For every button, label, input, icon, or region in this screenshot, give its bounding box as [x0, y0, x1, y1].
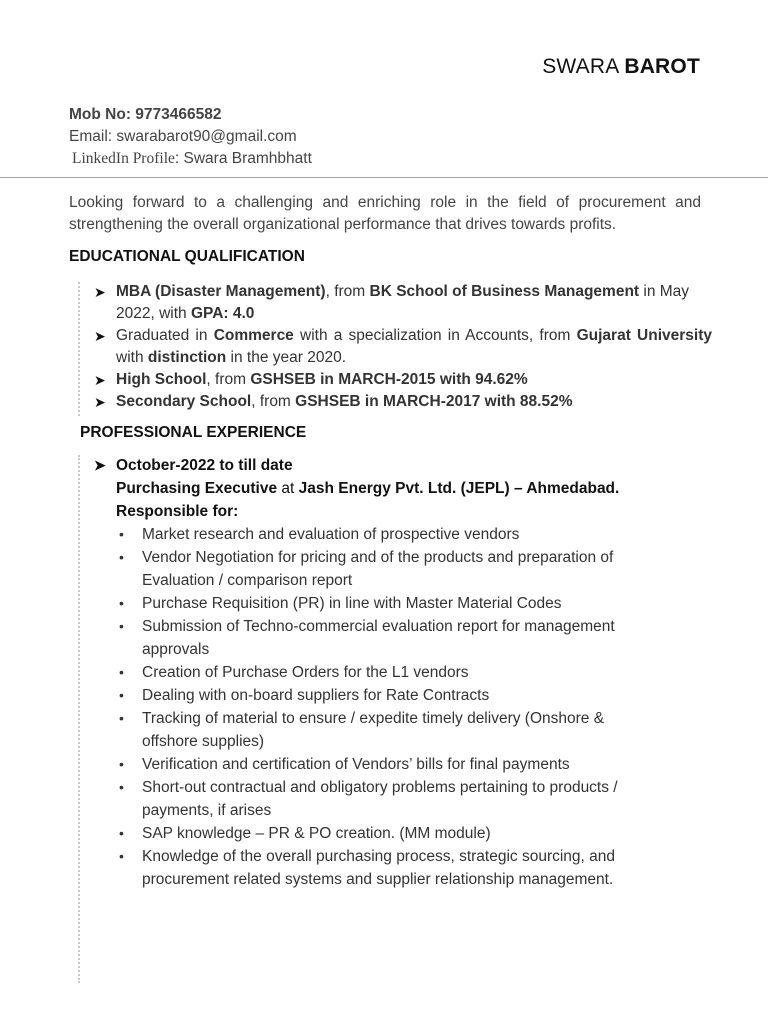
arrow-bullet-icon: ➤ — [94, 457, 106, 473]
experience-period — [94, 454, 714, 477]
duty-item — [94, 546, 642, 592]
education-list — [94, 281, 712, 413]
secondary-from: , from — [251, 393, 296, 410]
candidate-name — [542, 55, 700, 79]
education-side-rule — [78, 282, 80, 416]
duty-text: Vendor Negotiation for pricing and of the products and preparation of Evaluation / comparison report — [142, 549, 614, 589]
high-school-from: , from — [206, 371, 251, 388]
bullet-dot-icon: • — [119, 595, 124, 611]
bullet-dot-icon: • — [119, 848, 124, 864]
responsible-label: Responsible for: — [116, 503, 239, 520]
mba-from: , from — [325, 283, 370, 300]
grad-distinction: distinction — [147, 349, 227, 366]
duty-text: Creation of Purchase Orders for the L1 vendors — [142, 664, 469, 681]
experience-heading: PROFESSIONAL EXPERIENCE — [80, 424, 307, 441]
grad-university: Gujarat University — [576, 327, 712, 344]
duty-item — [94, 822, 642, 845]
duty-text: Short-out contractual and obligatory problems pertaining to products / payments, if arises — [142, 779, 618, 819]
high-school-board: GSHSEB in MARCH-2015 with 94.62% — [250, 371, 528, 388]
duty-text: Dealing with on-board suppliers for Rate Contracts — [142, 687, 490, 704]
mba-gpa: GPA: 4.0 — [190, 305, 255, 322]
company-name: Jash Energy Pvt. Ltd. (JEPL) – Ahmedabad. — [298, 480, 620, 497]
high-school-label: High School — [116, 371, 207, 388]
duty-item — [94, 684, 642, 707]
first-name: SWARA — [542, 55, 619, 78]
education-heading: EDUCATIONAL QUALIFICATION — [69, 248, 305, 265]
last-name: BAROT — [624, 55, 700, 78]
bullet-dot-icon: • — [119, 664, 124, 680]
education-item-graduation — [94, 325, 712, 369]
bullet-dot-icon: • — [119, 710, 124, 726]
bullet-dot-icon: • — [119, 756, 124, 772]
experience-block — [94, 454, 714, 891]
duty-item — [94, 845, 642, 891]
grad-prefix: Graduated in — [116, 327, 214, 344]
duty-text: Submission of Techno-commercial evaluation report for management approvals — [142, 618, 615, 658]
experience-side-rule — [78, 455, 80, 983]
header-divider — [0, 177, 768, 178]
bullet-dot-icon: • — [119, 618, 124, 634]
period-text: October-2022 to till date — [116, 457, 293, 474]
linkedin-line — [69, 148, 312, 170]
duty-text: Knowledge of the overall purchasing process, strategic sourcing, and procurement related systems and supplier relationship management. — [142, 848, 616, 888]
education-item-mba — [94, 281, 712, 325]
linkedin-value[interactable]: : Swara Bramhbhatt — [174, 150, 312, 167]
grad-spec: with a specialization in Accounts, from — [293, 327, 577, 344]
duty-item — [94, 753, 642, 776]
bullet-dot-icon: • — [119, 825, 124, 841]
mobile-line — [69, 104, 312, 126]
email-line — [69, 126, 312, 148]
arrow-bullet-icon: ➤ — [94, 394, 106, 410]
arrow-bullet-icon: ➤ — [94, 328, 106, 344]
grad-field: Commerce — [213, 327, 294, 344]
email-label: Email: — [69, 128, 113, 145]
duty-text: Verification and certification of Vendors’ bills for final payments — [142, 756, 570, 773]
contact-block — [69, 104, 312, 170]
bullet-dot-icon: • — [119, 526, 124, 542]
mba-date: in May 2022, with — [116, 283, 690, 322]
mobile-value: 9773466582 — [135, 106, 222, 123]
duty-item — [94, 707, 642, 753]
grad-year: in the year 2020. — [226, 349, 347, 366]
experience-role-line — [94, 477, 714, 500]
role-title: Purchasing Executive — [116, 480, 278, 497]
duty-item — [94, 776, 642, 822]
duty-item — [94, 661, 642, 684]
bullet-dot-icon: • — [119, 549, 124, 565]
education-item-high-school — [94, 369, 712, 391]
mba-degree: MBA (Disaster Management) — [116, 283, 326, 300]
grad-with: with — [116, 349, 148, 366]
duty-item — [94, 592, 642, 615]
duty-item — [94, 523, 642, 546]
duty-item — [94, 615, 642, 661]
arrow-bullet-icon: ➤ — [94, 372, 106, 388]
role-at: at — [277, 480, 299, 497]
duty-text: Purchase Requisition (PR) in line with Master Material Codes — [142, 595, 562, 612]
email-value[interactable]: swarabarot90@gmail.com — [116, 128, 297, 145]
mba-school: BK School of Business Management — [369, 283, 640, 300]
duties-list — [94, 523, 714, 891]
arrow-bullet-icon: ➤ — [94, 284, 106, 300]
secondary-label: Secondary School — [116, 393, 252, 410]
objective-text: Looking forward to a challenging and enriching role in the field of procurement and strengthening the overall organizational performance that drives towards profits. — [69, 194, 701, 233]
duty-text: SAP knowledge – PR & PO creation. (MM module) — [142, 825, 491, 842]
secondary-board: GSHSEB in MARCH-2017 with 88.52% — [295, 393, 573, 410]
linkedin-label: LinkedIn Profile — [72, 150, 175, 167]
duty-text: Tracking of material to ensure / expedite timely delivery (Onshore & offshore supplies) — [142, 710, 605, 750]
mobile-label: Mob No: — [69, 106, 131, 123]
education-item-secondary — [94, 391, 712, 413]
bullet-dot-icon: • — [119, 687, 124, 703]
duty-text: Market research and evaluation of prospective vendors — [142, 526, 520, 543]
bullet-dot-icon: • — [119, 779, 124, 795]
